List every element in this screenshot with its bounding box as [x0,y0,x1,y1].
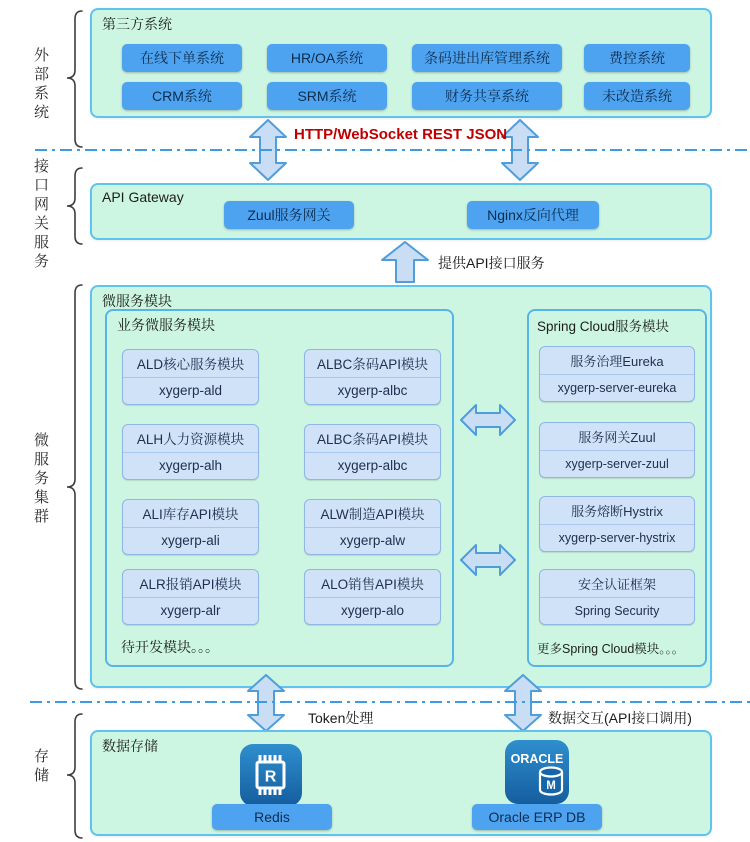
business-modules-title: 业务微服务模块 [117,317,215,333]
module-name: ALH人力资源模块 [123,425,258,453]
node-crm-system: CRM系统 [122,82,242,110]
brace-external-systems [62,9,88,149]
module-card-hystrix [539,496,695,552]
api-gateway-panel [90,183,712,240]
double-arrow-vertical-icon [246,674,286,732]
side-label-external-systems: 外部系统 [32,47,49,123]
side-label-gateway-service: 接口网关服务 [32,158,49,272]
double-arrow-horizontal-icon [460,543,516,577]
module-name: 服务网关Zuul [540,423,694,451]
node-expense-system: 费控系统 [584,44,690,72]
protocol-label: HTTP/WebSocket REST JSON [294,126,508,143]
side-label-storage: 存储 [32,748,49,786]
module-card-eureka [539,346,695,402]
module-name: ALW制造API模块 [305,500,440,528]
module-name: 服务治理Eureka [540,347,694,375]
redis-icon-letter: R [264,768,277,786]
node-srm-system: SRM系统 [267,82,387,110]
node-redis: Redis [212,804,332,830]
provide-api-label: 提供API接口服务 [438,255,545,271]
double-arrow-horizontal-icon [460,403,516,437]
brace-microservice-cluster [62,283,88,691]
spring-cloud-title: Spring Cloud服务模块 [537,319,670,334]
module-name: 安全认证框架 [540,570,694,598]
microservices-title: 微服务模块 [102,293,172,309]
spring-cloud-panel [527,309,707,667]
module-name: ALO销售API模块 [305,570,440,598]
redis-chip-icon [240,744,302,806]
module-code: xygerp-albc [337,458,408,474]
module-code: xygerp-alw [339,533,406,549]
module-name: ALI库存API模块 [123,500,258,528]
module-card-alo [304,569,441,625]
boundary-line-bottom [30,701,750,703]
module-card-ald [122,349,259,405]
third-party-panel-title: 第三方系统 [102,16,172,32]
microservices-panel [90,285,712,688]
module-code: xygerp-ald [158,383,223,399]
boundary-line-top [35,149,750,151]
module-card-alh [122,424,259,480]
business-modules-panel [105,309,454,667]
module-name: ALR报销API模块 [123,570,258,598]
module-name: ALBC条码API模块 [305,425,440,453]
node-hr-oa-system: HR/OA系统 [267,44,387,72]
module-code: xygerp-albc [337,383,408,399]
double-arrow-vertical-icon [503,674,543,732]
node-zuul-gateway: Zuul服务网关 [224,201,354,229]
node-barcode-wms-system: 条码进出库管理系统 [412,44,562,72]
module-code: Spring Security [574,603,660,618]
node-legacy-system: 未改造系统 [584,82,690,110]
module-code: xygerp-alr [160,603,221,619]
module-code: xygerp-ali [161,533,220,549]
module-code: xygerp-alh [158,458,223,474]
module-card-albc-1 [304,349,441,405]
node-online-order-system: 在线下单系统 [122,44,242,72]
module-name: ALD核心服务模块 [123,350,258,378]
node-nginx-proxy: Nginx反向代理 [467,201,599,229]
api-gateway-title: API Gateway [102,189,184,205]
module-name: ALBC条码API模块 [305,350,440,378]
oracle-brand-text: ORACLE [510,752,564,766]
brace-storage [62,712,88,840]
todo-modules-note: 待开发模块。。。 [121,639,219,655]
side-label-microservice-cluster: 微服务集群 [32,432,49,527]
module-code: xygerp-server-eureka [557,380,677,395]
module-card-ali [122,499,259,555]
oracle-icon-letter: M [546,780,556,792]
brace-gateway-service [62,166,88,246]
module-code: xygerp-alo [340,603,405,619]
module-card-alr [122,569,259,625]
data-storage-title: 数据存储 [102,738,158,754]
node-finance-share-system: 财务共享系统 [412,82,562,110]
module-code: xygerp-server-hystrix [558,530,676,545]
module-card-zuul [539,422,695,478]
up-arrow-icon [380,241,430,283]
data-storage-panel [90,730,712,836]
module-name: 服务熔断Hystrix [540,497,694,525]
node-oracle-erp-db: Oracle ERP DB [472,804,602,830]
module-card-spring-security [539,569,695,625]
module-code: xygerp-server-zuul [565,456,669,471]
module-card-albc-2 [304,424,441,480]
data-exchange-label: 数据交互(API接口调用) [548,710,692,726]
module-card-alw [304,499,441,555]
oracle-db-icon [505,740,569,804]
token-handling-label: Token处理 [308,710,374,726]
third-party-systems-panel [90,8,712,118]
more-spring-cloud-note: 更多Spring Cloud模块。。。 [537,642,685,656]
